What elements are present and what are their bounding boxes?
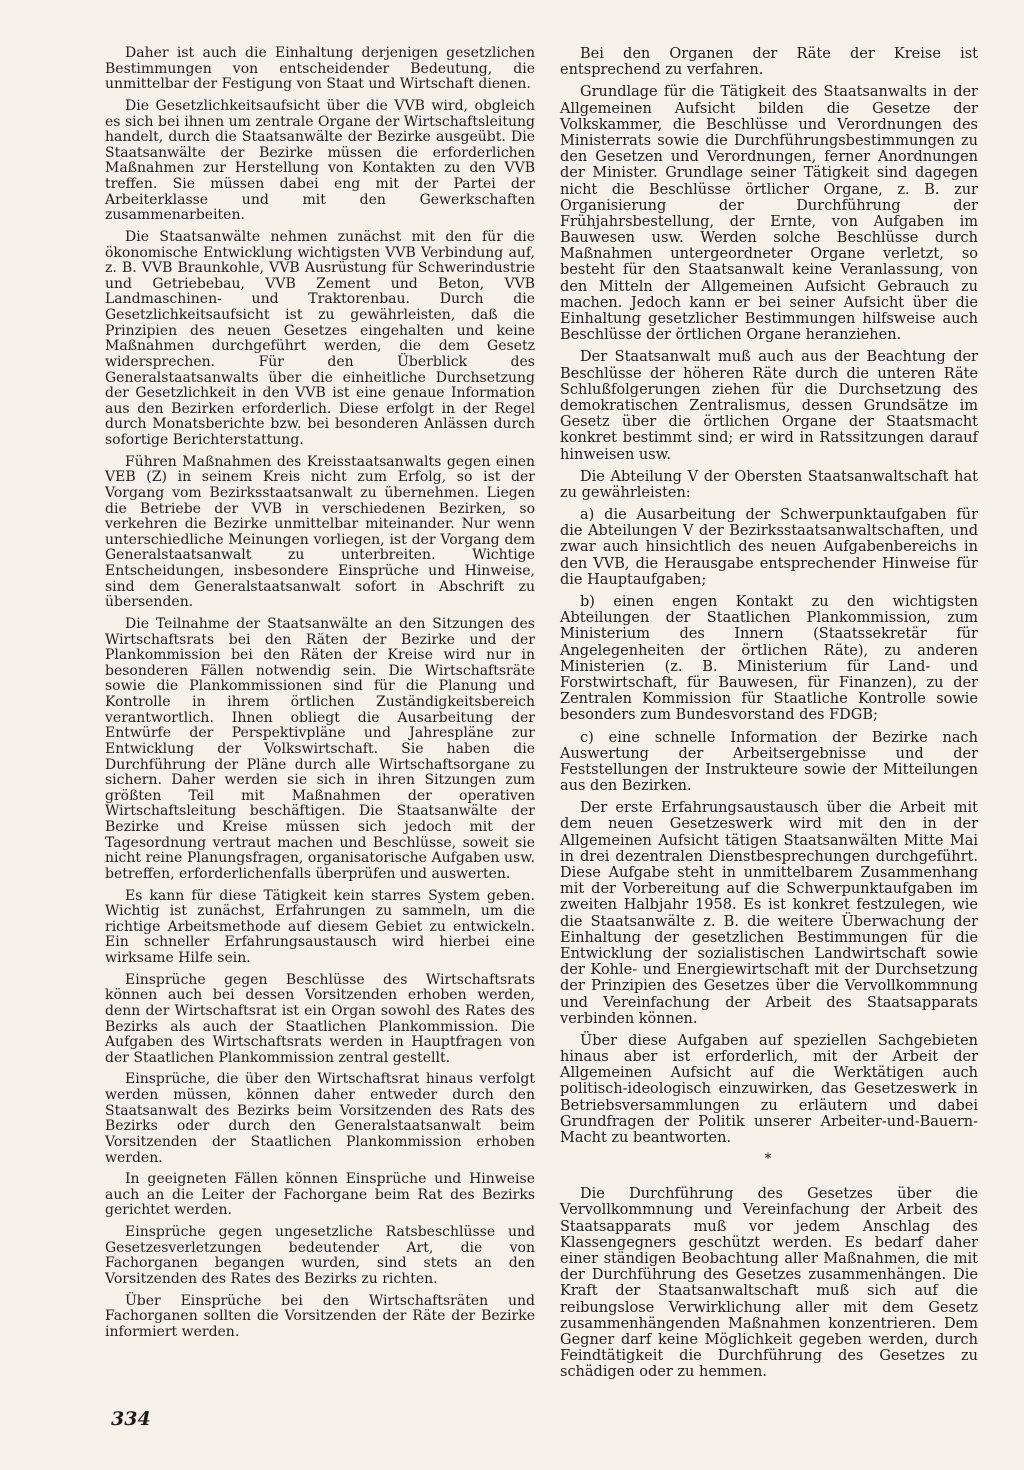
left-column: [105, 46, 535, 1346]
paragraph: In geeigneten Fällen können Einsprüche und Hinweise auch an die Leiter der Fachorgane beim Rat des Bezirks gerichtet werden.: [105, 1171, 535, 1219]
paragraph: Grundlage für die Tätigkeit des Staatsanwalts in der Allgemeinen Aufsicht bilden die Gesetze der Volkskammer, die Beschlüsse und Verordnungen des Ministerrats sowie die Durchführungsbestimmungen zu den Gesetzen und Verordnungen, ferner Anordnungen der Minister. Grundlage seiner Tätigkeit sind dagegen nicht die Beschlüsse örtlicher Organe, z. B. zur Organisierung der Durchführung der Frühjahrsbestellung, der Ernte, von Aufgaben im Bauwesen usw. Werden solche Beschlüsse durch Maßnahmen untergeordneter Organe verletzt, so besteht für den Staatsanwalt keine Veranlassung, von den Mitteln der Allgemeinen Aufsicht Gebrauch zu machen. Jedoch kann er bei seiner Aufsicht über die Einhaltung gesetzlicher Bestimmungen hilfsweise auch Beschlüsse der örtlichen Organe heranziehen.: [560, 84, 978, 344]
paragraph: Die Gesetzlichkeitsaufsicht über die VVB wird, obgleich es sich bei ihnen um zentrale Organe der Wirtschaftsleitung handelt, durch die Staatsanwälte der Bezirke ausgeübt. Die Staatsanwälte der Bezirke müssen die erforderlichen Maßnahmen zur Herstellung von Kontakten zu den VVB treffen. Sie müssen dabei eng mit der Partei der Arbeiterklasse und mit den Gewerkschaften zusammenarbeiten.: [105, 97, 535, 224]
section-separator: *: [764, 1151, 774, 1168]
paragraph: Die Durchführung des Gesetzes über die Vervollkommnung und Vereinfachung der Arbeit des Staatsapparats muß vor jedem Anschlag des Klassengegners geschützt werden. Es bedarf daher einer ständigen Beobachtung aller Maßnahmen, die mit der Durchführung des Gesetzes zusammenhängen. Die Kraft der Staatsanwaltschaft muß sich auf die reibungslose Verwirklichung aller mit dem Gesetz zusammenhängenden Maßnahmen konzentrieren. Dem Gegner darf keine Möglichkeit gegeben werden, durch Feindtätigkeit die Durchführung des Gesetzes zu schädigen oder zu hemmen.: [560, 1186, 978, 1381]
paragraph: Der erste Erfahrungsaustausch über die Arbeit mit dem neuen Gesetzeswerk wird mit den in der Allgemeinen Aufsicht tätigen Staatsanwälten Mitte Mai in drei dezentralen Dienstbesprechungen durchgeführt. Diese Aufgabe steht in unmittelbarem Zusammenhang mit der Vorbereitung auf die Schwerpunktaufgaben im zweiten Halbjahr 1958. Es ist konkret festzulegen, wie die Staatsanwälte z. B. die weitere Überwachung der Einhaltung der gesetzlichen Bestimmungen für die Entwicklung der sozialistischen Landwirtschaft sowie der Kohle- und Energiewirtschaft mit der Durchsetzung der Prinzipien des Gesetzes über die Vervollkommnung und Vereinfachung der Arbeit des Staatsapparats verbinden können.: [560, 800, 978, 1027]
paragraph: Einsprüche, die über den Wirtschaftsrat hinaus verfolgt werden müssen, können daher entweder durch den Staatsanwalt des Bezirks beim Vorsitzenden des Rats des Bezirks oder durch den Generalstaatsanwalt beim Vorsitzenden der Staatlichen Plankommission erhoben werden.: [105, 1071, 535, 1166]
right-column: [560, 46, 978, 1386]
paragraph: Über diese Aufgaben auf speziellen Sachgebieten hinaus aber ist erforderlich, mit der Arbeit der Allgemeinen Aufsicht auf die Werktätigen auch politisch-ideologisch einzuwirken, das Gesetzeswerk in Betriebsversammlungen zu erläutern und dabei Grundfragen der Politik unserer Arbeiter-und-Bauern-Macht zu beantworten.: [560, 1032, 978, 1146]
paragraph: Der Staatsanwalt muß auch aus der Beachtung der Beschlüsse der höheren Räte durch die unteren Räte Schlußfolgerungen ziehen für die Durchsetzung des demokratischen Zentralismus, dessen Grundsätze im Gesetz über die örtlichen Organe der Staatsmacht konkret bestimmt sind; er wird in Ratssitzungen darauf hinweisen usw.: [560, 349, 978, 463]
list-item: b) einen engen Kontakt zu den wichtigsten Abteilungen der Staatlichen Plankommission, zum Ministerium des Innern (Staatssekretär für Angelegenheiten der örtlichen Räte), zu anderen Ministerien (z. B. Ministerium für Land- und Forstwirtschaft, für Bauwesen, für Finanzen), zu der Zentralen Kommission für Staatliche Kontrolle sowie besonders zum Bundesvorstand des FDGB;: [560, 594, 978, 724]
paragraph: Die Teilnahme der Staatsanwälte an den Sitzungen des Wirtschaftsrats bei den Räten der Bezirke und der Plankommission bei den Räten der Kreise wird nur in besonderen Fällen notwendig sein. Die Wirtschaftsräte sowie die Plankommissionen sind für die Planung und Kontrolle in ihrem örtlichen Zuständigkeitsbereich verantwortlich. Ihnen obliegt die Ausarbeitung der Entwürfe der Perspektivpläne und Jahrespläne zur Entwicklung der Volkswirtschaft. Sie haben die Durchführung der Pläne durch alle Wirtschaftsorgane zu sichern. Daher werden sie sich in ihren Sitzungen zum größten Teil mit Maßnahmen der operativen Wirtschaftsleitung beschäftigen. Die Staatsanwälte der Bezirke und Kreise müssen sich jedoch mit der Tagesordnung vertraut machen und Beschlüsse, soweit sie nicht reine Planungsfragen, organisatorische Aufgaben usw. betreffen, erforderlichenfalls überprüfen und auswerten.: [105, 615, 535, 882]
paragraph: Über Einsprüche bei den Wirtschaftsräten und Fachorganen sollten die Vorsitzenden der Räte der Bezirke informiert werden.: [105, 1292, 535, 1340]
list-item: a) die Ausarbeitung der Schwerpunktaufgaben für die Abteilungen V der Bezirksstaatsanwaltschaften, und zwar auch hinsichtlich des neuen Aufgabenbereichs in den VVB, die Herausgabe entsprechender Hinweise für die Hauptaufgaben;: [560, 507, 978, 588]
list-item: c) eine schnelle Information der Bezirke nach Auswertung der Arbeitsergebnisse und der Feststellungen der Instrukteure sowie der Mitteilungen aus den Bezirken.: [560, 729, 978, 795]
paragraph: Führen Maßnahmen des Kreisstaatsanwalts gegen einen VEB (Z) in seinem Kreis nicht zum Erfolg, so ist der Vorgang vom Bezirksstaatsanwalt zu übernehmen. Liegen die Betriebe der VVB in verschiedenen Bezirken, so verkehren die Bezirke unmittelbar miteinander. Nur wenn unterschiedliche Meinungen vorliegen, ist der Vorgang dem Generalstaatsanwalt zu unterbreiten. Wichtige Entscheidungen, insbesondere Einsprüche und Hinweise, sind dem Generalstaatsanwalt sofort in Abschrift zu übersenden.: [105, 453, 535, 611]
page-number: 334: [111, 1408, 151, 1430]
paragraph: Die Abteilung V der Obersten Staatsanwaltschaft hat zu gewährleisten:: [560, 468, 978, 501]
paragraph: Daher ist auch die Einhaltung derjenigen gesetzlichen Bestimmungen von entscheidender Bedeutung, die unmittelbar der Festigung von Staat und Wirtschaft dienen.: [105, 45, 535, 93]
paragraph: Bei den Organen der Räte der Kreise ist entsprechend zu verfahren.: [560, 46, 978, 79]
paragraph: Es kann für diese Tätigkeit kein starres System geben. Wichtig ist zunächst, Erfahrungen zu sammeln, um die richtige Arbeitsmethode auf diesem Gebiet zu entwickeln. Ein schneller Erfahrungsaustausch wird hierbei eine wirksame Hilfe sein.: [105, 887, 535, 966]
paragraph: Die Staatsanwälte nehmen zunächst mit den für die ökonomische Entwicklung wichtigsten VVB Verbindung auf, z. B. VVB Braunkohle, VVB Ausrüstung für Schwerindustrie und Getriebebau, VVB Zement und Beton, VVB Landmaschinen- und Traktorenbau. Durch die Gesetzlichkeitsaufsicht ist zu gewährleisten, daß die Prinzipien des neuen Gesetzes eingehalten und keine Maßnahmen durchgeführt werden, die dem Gesetz widersprechen. Für den Überblick des Generalstaatsanwalts über die einheitliche Durchsetzung der Gesetzlichkeit in den VVB ist eine genaue Information aus den Bezirken erforderlich. Diese erfolgt in der Regel durch Monatsberichte bzw. bei besonderen Anlässen durch sofortige Berichterstattung.: [105, 228, 535, 448]
paragraph: Einsprüche gegen Beschlüsse des Wirtschaftsrats können auch bei dessen Vorsitzenden erhoben werden, denn der Wirtschaftsrat ist ein Organ sowohl des Rates des Bezirks als auch der Staatlichen Plankommission. Die Aufgaben des Wirtschaftsrats werden in Hauptfragen von der Staatlichen Plankommission zentral gestellt.: [105, 971, 535, 1066]
paragraph: Einsprüche gegen ungesetzliche Ratsbeschlüsse und Gesetzesverletzungen bedeutender Art, die von Fachorganen begangen wurden, sind stets an den Vorsitzenden des Rates des Bezirks zu richten.: [105, 1224, 535, 1287]
